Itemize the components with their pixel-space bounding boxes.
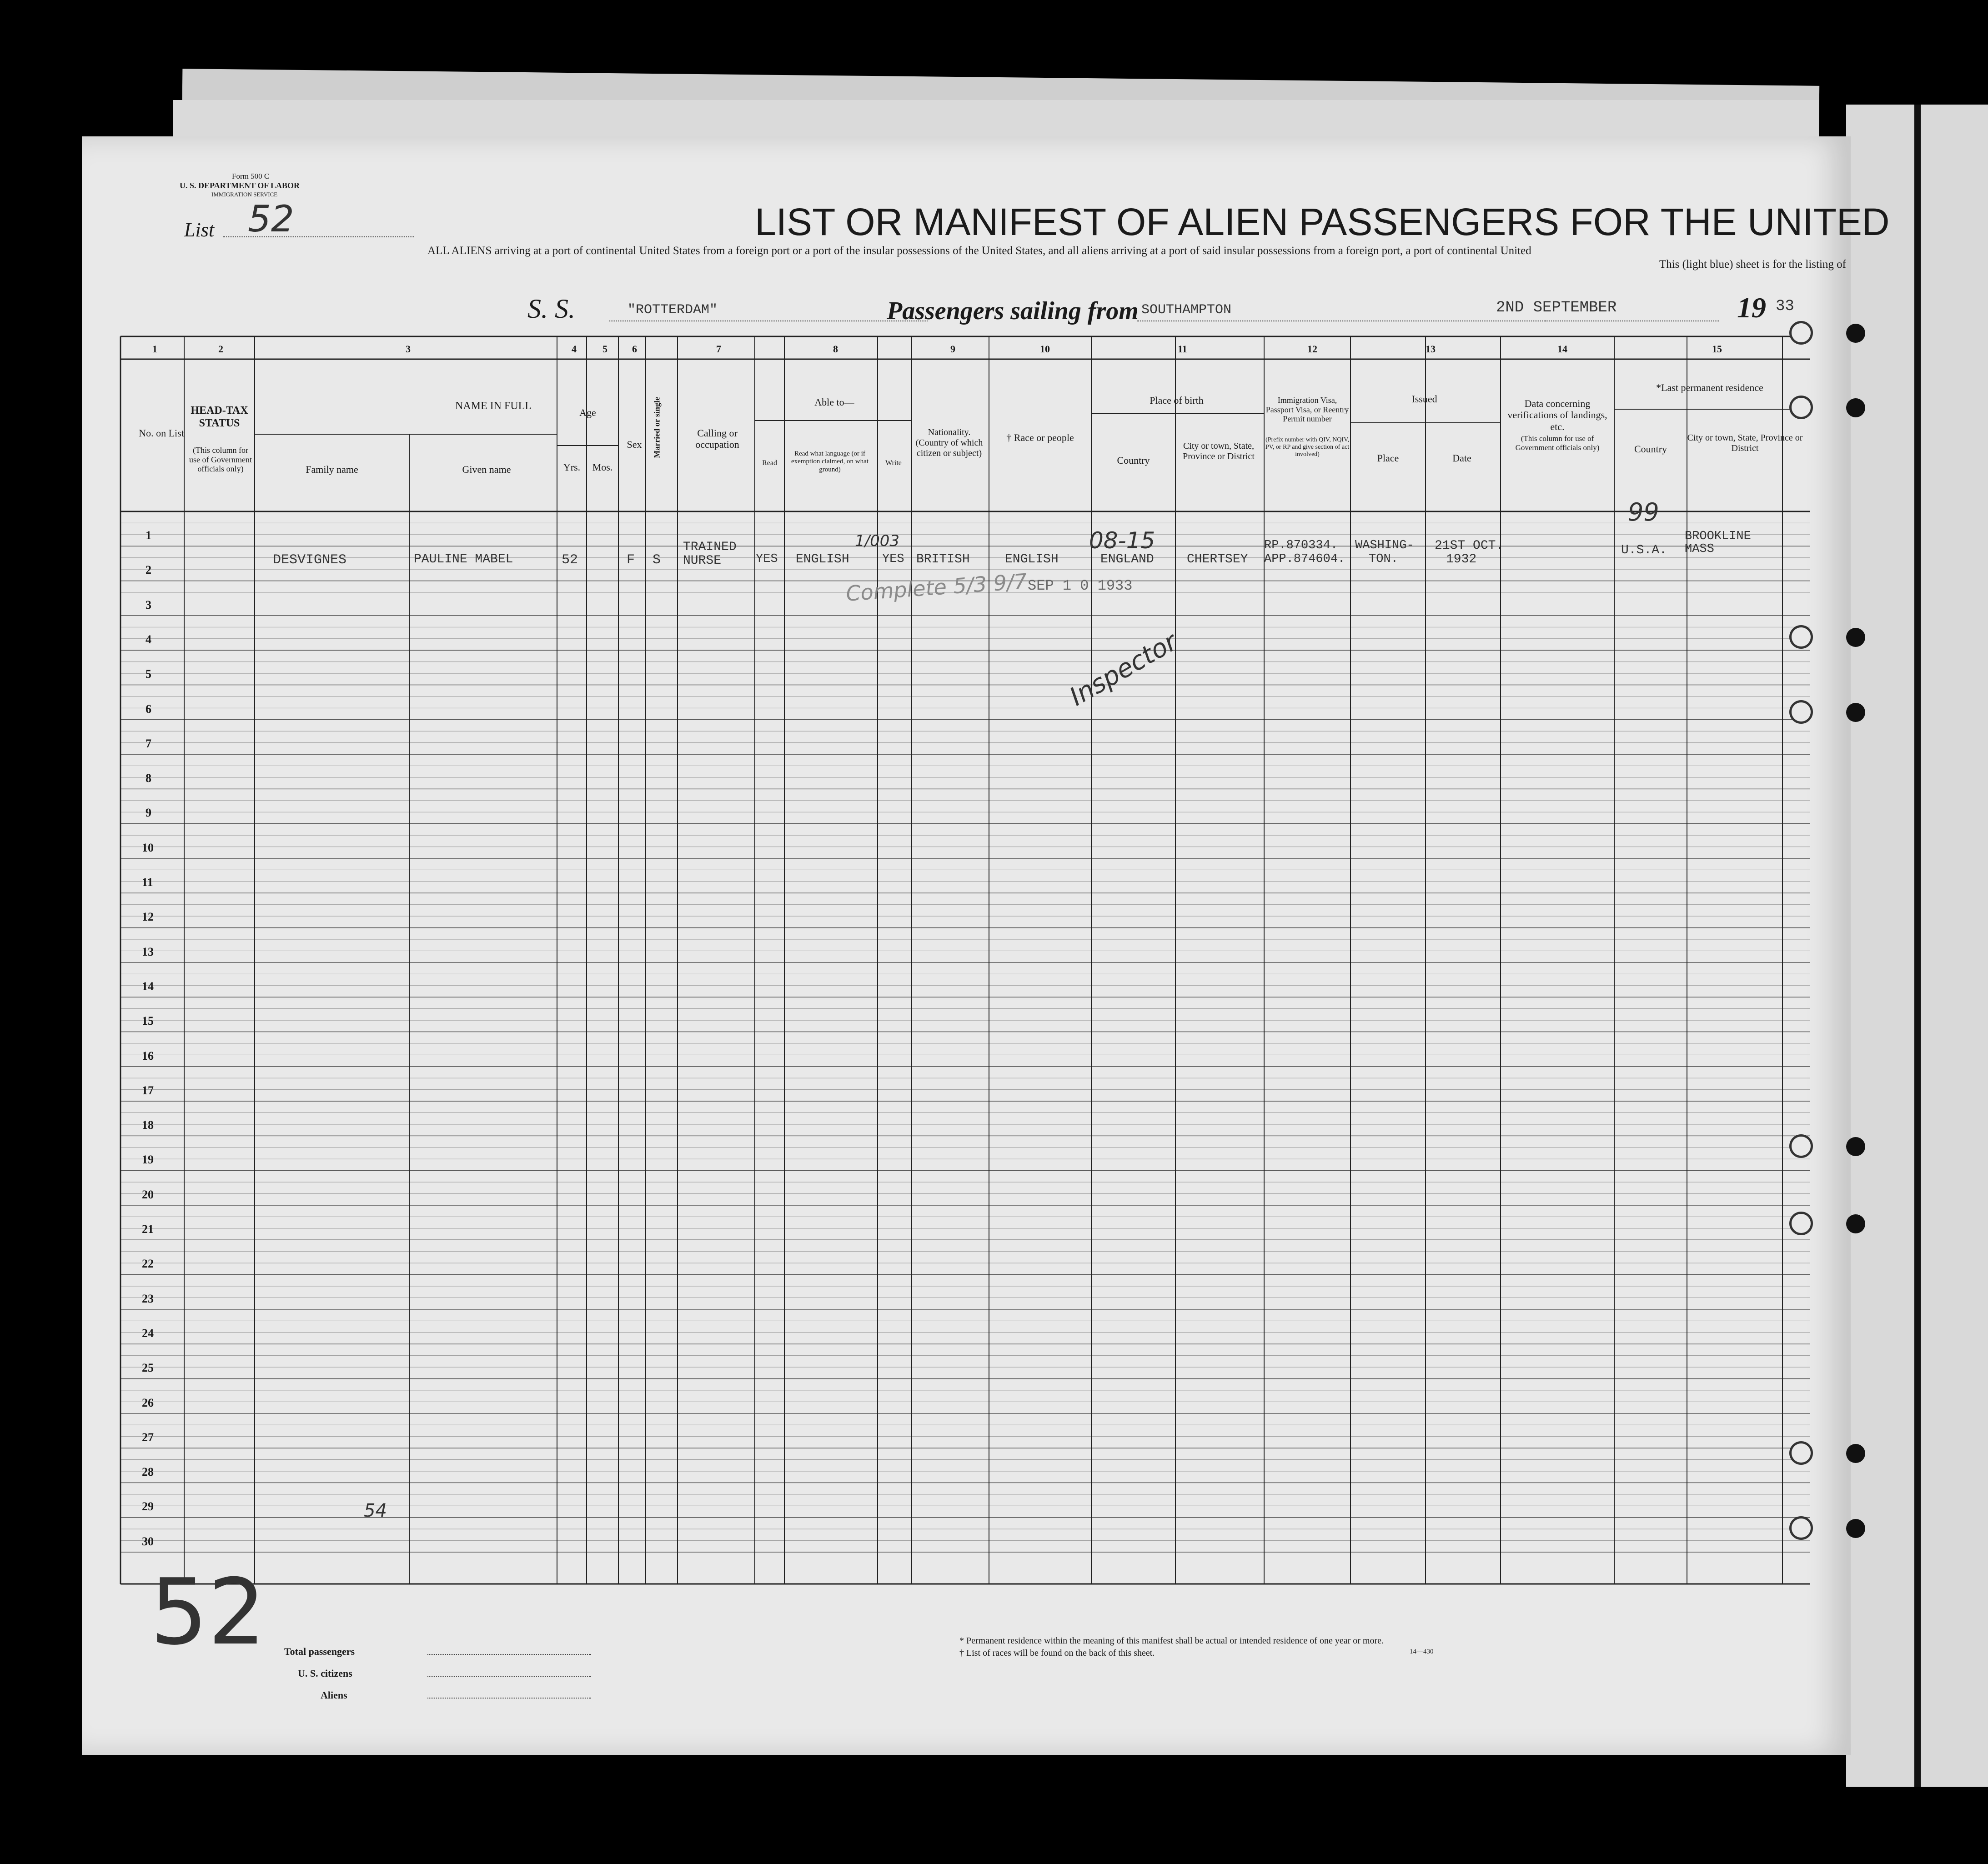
row-number: 5 [146,667,151,681]
residence-city-line-1: BROOKLINE [1685,530,1751,543]
header-issued-place: Place [1377,452,1399,464]
issued-date-line-2: 1932 [1446,552,1477,566]
subtitle-line-1: ALL ALIENS arriving at a port of continental United States from a foreign port or a port of the insular possessions of the United States, and all aliens arriving at a port of said insular possessions from a foreign port, a port of continental United [427,245,1531,257]
language-note: 1/003 [855,532,899,550]
header-visa-note: (Prefix number with QIV, NQIV, PV, or RP and give section of act involved) [1265,436,1350,458]
row-number: 21 [142,1223,154,1236]
manifest-grid [82,136,1851,1755]
header-sex: Sex [627,439,642,450]
form-code: 14—430 [1410,1648,1434,1655]
handwritten-note-row-2: Complete 5/3 9/7 [845,569,1028,606]
header-place-of-birth: Place of birth [1150,395,1204,406]
sex-value: F [627,552,635,568]
binder-hole [1846,398,1865,417]
occupation-line-1: TRAINED [683,540,737,554]
sailing-label: Passengers sailing from [887,297,1139,325]
column-number: 1 [152,343,157,355]
header-visa: Immigration Visa, Passport Visa, or Reentry Permit number [1265,396,1349,424]
form-number: Form 500 C [232,172,270,180]
row-number: 15 [142,1014,154,1028]
header-issued: Issued [1411,393,1437,405]
residence-code: 99 [1628,498,1659,526]
binder-hole [1846,703,1865,722]
binder-hole [1846,1214,1865,1233]
row-number: 22 [142,1257,154,1271]
header-race: † Race or people [1006,432,1074,443]
binder-hole [1846,324,1865,343]
header-nationality: Nationality. (Country of which citizen or subject) [915,427,983,458]
binder-hole [1789,625,1813,649]
row-number: 2 [146,563,151,577]
row-number: 28 [142,1465,154,1479]
header-no-on-list: No. on List [139,427,184,439]
header-read-language: Read what language (or if exemption claimed, on what ground) [791,450,868,473]
row-number: 14 [142,979,154,993]
row-number: 6 [146,702,151,716]
us-citizens-label: U. S. citizens [298,1668,352,1679]
binder-hole [1789,1134,1813,1158]
row-number: 23 [142,1292,154,1305]
row-number: 3 [146,598,151,611]
row-number: 4 [146,632,151,646]
footer-dotted-line [427,1676,591,1677]
footnote-races: † List of races will be found on the back of this sheet. [959,1648,1155,1658]
row-number: 30 [142,1534,154,1548]
subtitle-line-2: This (light blue) sheet is for the listing of [1659,258,1846,271]
visa-line-2: APP.874604. [1264,552,1345,566]
row-number: 25 [142,1361,154,1375]
adjacent-page [1846,105,1988,1787]
issued-place-line-1: WASHING- [1355,539,1414,552]
row-number: 13 [142,945,154,958]
big-list-number: 52 [150,1559,266,1665]
sailing-date: 2ND SEPTEMBER [1496,299,1617,316]
row-number: 20 [142,1188,154,1201]
column-number: 10 [1040,343,1050,355]
residence-country-value: U.S.A. [1621,543,1667,557]
year-suffix: 33 [1776,298,1794,315]
column-number: 3 [406,343,411,355]
header-data-concerning: Data concerning verifications of landings, etc. [1507,398,1607,432]
header-family-name: Family name [306,464,358,475]
total-passengers-label: Total passengers [284,1646,355,1657]
write-value: YES [882,552,904,566]
marital-status: S [653,552,661,568]
binder-hole [1846,1137,1865,1156]
binder-hole [1789,1441,1813,1465]
issued-date-line-1: 21ST OCT. [1435,539,1504,553]
column-number: 14 [1557,343,1567,355]
column-number: 15 [1712,343,1722,355]
header-calling: Calling or occupation [695,427,739,451]
row-number: 10 [142,841,154,854]
row-number: 16 [142,1049,154,1062]
language-value: ENGLISH [796,552,849,566]
header-age-mos: Mos. [592,461,613,473]
column-number: 7 [716,343,721,355]
residence-city-line-2: MASS [1685,542,1714,556]
binder-hole [1789,396,1813,419]
column-number: 9 [950,343,955,355]
date-stamp: SEP 1 0 1933 [1028,577,1133,594]
header-birth-country: Country [1117,455,1150,466]
service-label: IMMIGRATION SERVICE [211,191,278,198]
column-number: 8 [833,343,838,355]
page-title: LIST OR MANIFEST OF ALIEN PASSENGERS FOR THE UNITED [755,200,1890,243]
binder-hole [1846,628,1865,647]
header-given-name: Given name [462,464,511,475]
row-number: 26 [142,1396,154,1409]
visa-line-1: RP.870334. [1264,539,1338,552]
code-above-country: 08-15 [1089,527,1155,554]
header-age-yrs: Yrs. [563,461,581,473]
row-number: 9 [146,806,151,820]
binder-hole [1846,1444,1865,1463]
given-name: PAULINE MABEL [414,552,513,566]
row-number: 18 [142,1118,154,1132]
header-read: Read [762,459,777,467]
ship-name: "ROTTERDAM" [628,302,718,318]
inspector-signature: Inspector [1064,627,1182,712]
birth-country-value: ENGLAND [1100,552,1154,566]
footer-dotted-line [427,1698,591,1699]
row-number: 8 [146,772,151,785]
column-number: 11 [1178,343,1187,355]
header-write: Write [885,459,902,467]
row-number: 17 [142,1083,154,1097]
header-res-city: City or town, State, Province or District [1687,433,1803,453]
year-prefix: 19 [1737,291,1766,324]
binder-hole [1789,1212,1813,1235]
column-number: 13 [1426,343,1436,355]
nationality-value: BRITISH [916,552,970,566]
row-number: 11 [142,876,153,889]
column-number: 12 [1307,343,1317,355]
race-value: ENGLISH [1005,552,1059,566]
column-number: 2 [218,343,223,355]
manifest-page [82,136,1890,1755]
read-value: YES [756,552,778,566]
binder-hole [1846,1519,1865,1538]
binder-hole [1789,1516,1813,1540]
column-number: 5 [602,343,607,355]
header-able-to: Able to— [814,396,854,408]
header-age: Age [579,407,596,418]
column-number: 4 [572,343,577,355]
port-name: SOUTHAMPTON [1141,302,1232,318]
footer-dotted-line [427,1654,591,1655]
header-married: Married or single [652,397,662,458]
header-birth-city: City or town, State, Province or District [1183,441,1255,461]
header-name-in-full: NAME IN FULL [455,400,532,412]
header-issued-date: Date [1452,452,1471,464]
row-number: 27 [142,1430,154,1444]
ss-label: S. S. [527,294,575,324]
row-number: 7 [146,737,151,750]
list-label: List [184,219,215,241]
aliens-label: Aliens [321,1689,347,1701]
note-54: 54 [364,1500,387,1521]
footnote-residence: * Permanent residence within the meaning of this manifest shall be actual or intended residence of one year or more. [959,1636,1384,1646]
column-number: 6 [632,343,637,355]
list-number: 52 [248,198,294,240]
binder-hole [1789,700,1813,724]
department-label: U. S. DEPARTMENT OF LABOR [180,181,300,190]
binder-hole [1789,321,1813,345]
issued-place-line-2: TON. [1369,552,1398,566]
row-number: 24 [142,1326,154,1340]
family-name: DESVIGNES [273,552,347,568]
row-number: 12 [142,910,154,924]
row-number: 19 [142,1153,154,1167]
birth-city-value: CHERTSEY [1187,552,1248,566]
header-res-country: Country [1634,443,1667,455]
header-head-tax-note: (This column for use of Government officials only) [189,446,252,474]
occupation-line-2: NURSE [683,554,722,568]
row-number: 29 [142,1500,154,1513]
row-number: 1 [146,529,151,542]
header-last-residence: *Last permanent residence [1656,382,1763,393]
header-data-note: (This column for use of Government officials only) [1515,434,1600,452]
age-years: 52 [562,552,578,568]
header-head-tax: HEAD-TAX STATUS [191,405,248,429]
